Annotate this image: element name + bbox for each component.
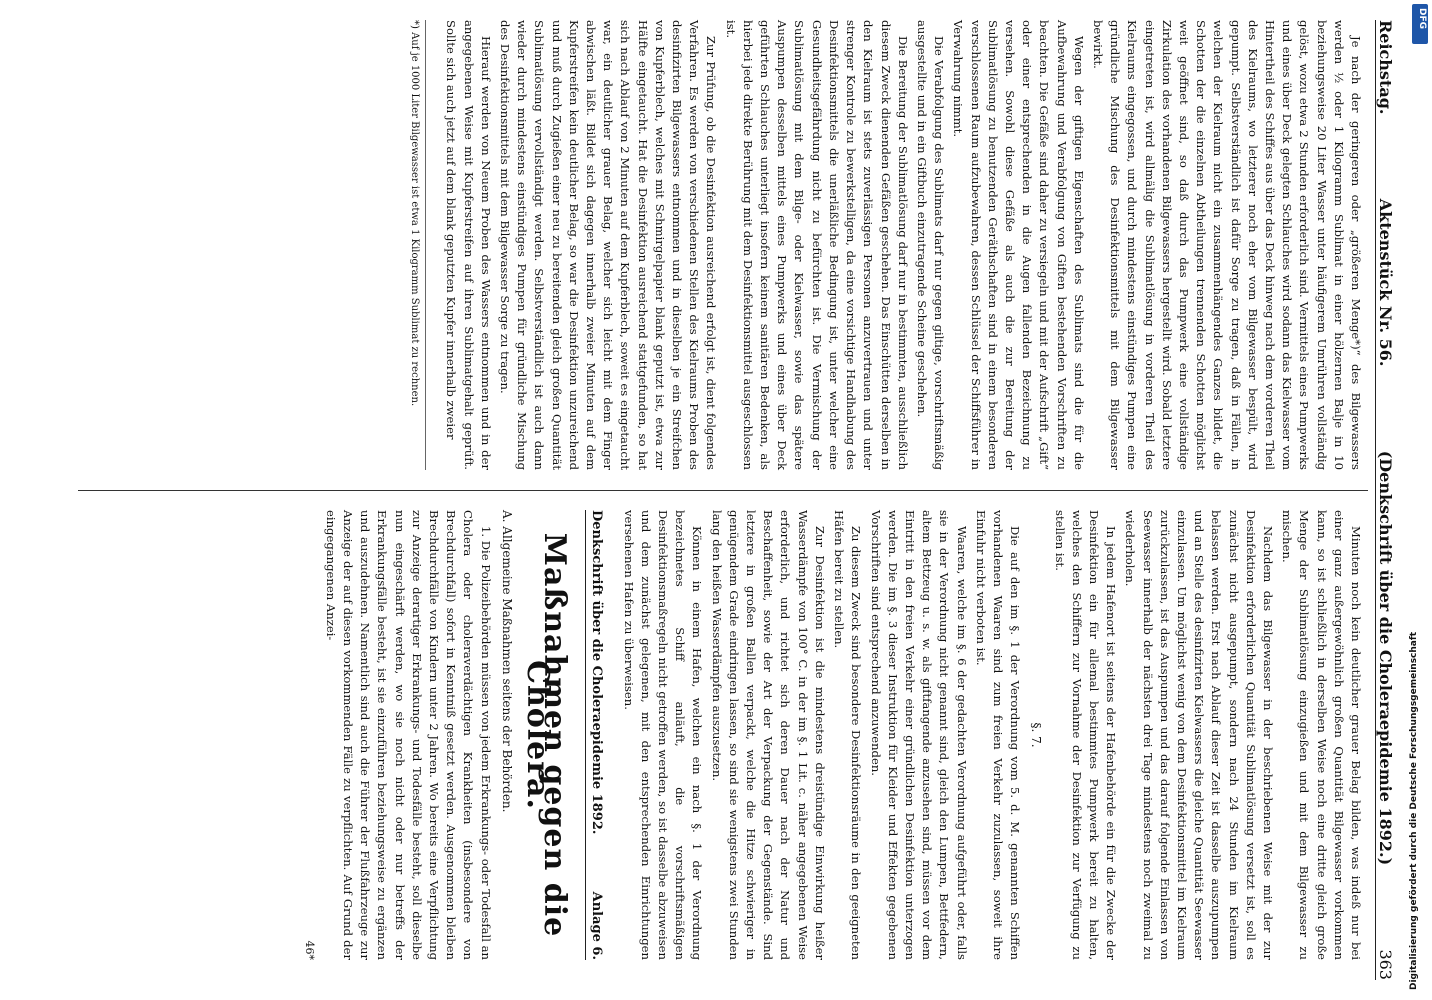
annex-section-a: A. Allgemeine Maßnahmen seitens der Behörden. [499,510,514,813]
dfg-logo [1412,4,1428,44]
annex-running-head: Denkschrift über die Choleraepidemie 1892. [589,510,605,835]
signature-mark: 46* [302,940,316,960]
left-paragraph-3: Die Verabfolgung des Sublimats darf nur gegen giltige, vorschriftsmäßig ausgestellte und in ein Giftbuch einzutragende Scheine geschehen. [914,20,947,470]
section-7-paragraph-2: Waaren, welche im §. 6 der gedachten Verordnung aufgeführt oder, falls sie in der Verordnung nicht genannt sind, gleich den Lumpen, Bettfedern, altem Bettzeug u. s. w. als giftfangende anzusehen sind, müssen vor dem Eintritt in den freien Verkehr einer gründlichen Desinfektion unterzogen werden. Die im §. 3 dieser Instruktion für Kleider und Effekten gegebenen Vorschriften sind entsprechend anzuwenden. [868,510,969,960]
left-paragraph-5: Zur Prüfung, ob die Desinfektion ausreichend erfolgt ist, dient folgendes Verfahren. Es werden von verschiedenen Stellen des Kielraums Proben des desinfizirten Bilgewassers entnommen und in dieselben je ein Streifchen von Kupferblech, welches mit Schmirgelpapier blank geputzt ist, etwa zur Hälfte eingetaucht. Hat die Desinfektion ausreichend stattgefunden, so hat sich nach Ablauf von 2 Minuten auf dem Kupferblech, soweit es eingetaucht war, ein deutlicher grauer Belag, welcher sich leicht mit dem Finger abwischen läßt. Bildet sich dagegen innerhalb zweier Minuten auf dem Kupferstreifen kein deutlicher Belag, so war die Desinfektion unzureichend und muß durch Zugießen einer neu zu bereitenden gleich großen Quantität Sublimatlösung vervollständigt werden. Selbstverständlich ist auch dann wieder durch mindestens einstündiges Pumpen für gründliche Mischung des Desinfektionsmittels mit dem Bilgewasser Sorge zu tragen. [498,20,719,470]
right-paragraph-3: In jedem Hafenort ist seitens der Hafenbehörde ein für die Zwecke der Desinfektion ein für allemal bestimmtes Pumpwerk bereit zu halten, welches den Schiffern zur Vornahme der Desinfektion zur Verfügung zu stellen ist. [1052,510,1119,960]
annex-header [585,510,605,960]
section-7-paragraph-4: Zur Desinfektion ist die mindestens dreistündige Einwirkung heißer Wasserdämpfe von 100° C. in der im §. 1 Lit. c. näher angegebenen Weise erforderlich, und richtet sich deren Dauer nach der Natur und Beschaffenheit, sowie der Art der Verpackung der Gegenstände. Sind letztere in großen Ballen verpackt, welche die Hitze schwieriger in genügendem Grade eindringen lassen, so sind sie wenigstens zwei Stunden lang den heißen Wasserdämpfen auszusetzen. [709,510,827,960]
section-7-title: §. 7. [1029,722,1044,748]
header-right-title: (Denkschrift über die Choleraepidemie 1892.) [1376,450,1395,866]
page-number: 363 [1376,949,1395,980]
header-left: Reichstag. [1376,20,1395,115]
dfg-logo-text: DFG [1417,8,1427,30]
left-paragraph-2: Wegen der giftigen Eigenschaften des Sublimats sind die für die Aufbewahrung und Verabfolgung von Giften bestehenden Vorschriften zu beachten. Die Gefäße sind daher zu versiegeln und mit der Aufschrift „Gift“ oder einer entsprechenden in die Augen fallenden Bezeichnung zu versehen. Sowohl diese Gefäße als auch die zur Bereitung der Sublimatlösung zu benutzenden Geräthschaften sind in einem besonderen verschlossenen Raum aufzubewahren, dessen Schlüssel der Schiffsführer in Verwahrung nimmt. [951,20,1086,470]
header-center: Aktenstück Nr. 56. [1376,198,1395,367]
left-column [407,20,1364,470]
left-paragraph-6: Hierauf werden von Neuem Proben des Wassers entnommen und in der angegebenen Weise mit Kupferstreifen auf ihren Sublimatgehalt geprüft. Sollte sich auch jetzt auf dem blank geputzten Kupfer innerhalb zweier [444,20,493,470]
left-paragraph-4: Die Bereitung der Sublimatlösung darf nur in bestimmten, ausschließlich diesem Zweck dienenden Gefäßen geschehen. Das Einschütten derselben in den Kielraum ist stets zuverlässigen Personen anzuvertrauen und unter strenger Kontrole zu bewerkstelligen, da eine vorsichtige Handhabung des Desinfektionsmittels die unerläßliche Bedingung ist, unter welcher eine Gesundheitsgefährdung nicht zu befürchten ist. Die Vermischung der Sublimatlösung mit dem Bilge- oder Kielwasser, sowie das spätere Auspumpen desselben mittels eines Pumpwerks und eines über Deck geführten Schlauches unterliegt insofern keinem sanitären Bedenken, als hierbei jede direkte Berührung mit dem Desinfektionsmittel ausgeschlossen ist. [723,20,910,470]
section-7-paragraph-5: Können in einem Hafen, welchen ein nach §. 1 der Verordnung bezeichnetes Schiff anläuft, die vorschriftsmäßigen Desinfektionsmaßregeln nicht getroffen werden, so ist dasselbe abzuweisen und dem zunächst gelegenen, mit den entsprechenden Einrichtungen versehenen Hafen zu überweisen. [621,510,705,960]
right-column [300,510,1364,960]
column-divider [78,490,1368,491]
dfg-credit: Digitalisierung gefördert durch die Deutsche Forschungsgemeinschaft [1409,631,1419,990]
footnote: *) Auf je 1000 Liter Bilgewasser ist etwa 1 Kilogramm Sublimat zu rechnen. [407,20,426,470]
annex-label: Anlage 6. [589,891,605,960]
right-paragraph-1: Minuten noch kein deutlicher grauer Belag bilden, was indeß nur bei einer ganz außergewöhnlich großen Quantität Bilgewasser vorkommen kann, so ist schließlich in derselben Weise noch eine dritte gleich große Menge der Sublimatlösung einzugießen und mit dem Bilgewasser zu mischen. [1280,510,1363,960]
annex-paragraph-1: 1. Die Polizeibehörden müssen von jedem Erkrankungs- oder Todesfall an Cholera oder choleraverdächtigen Krankheiten (insbesondere von Brechdurchfall) sofort in Kenntniß gesetzt werden. Ausgenommen bleiben Brechdurchfälle von Kindern unter 2 Jahren. Wo bereits eine Verpflichtung zur Anzeige derartiger Erkrankungs- und Todesfälle besteht, soll dieselbe nun eingeschärft werden, wo sie noch nicht oder nur betreffs der Erkrankungsfälle besteht, ist sie einzuführen beziehungsweise zu ergänzen und auszudehnen. Namentlich sind auch die Führer der Flußfahrzeuge zur Anzeige der auf diesen vorkommenden Fälle zu verpflichten. Auf Grund der eingegangenen Anzei- [323,510,493,960]
left-paragraph-1: Je nach der geringeren oder „größeren Menge*)“ des Bilgewassers werden ½ oder 1 Kilogramm Sublimat in einer hölzernen Balje in 10 beziehungsweise 20 Liter Wasser unter häufigerem Umrühren vollständig gelöst, wozu etwa 2 Stunden erforderlich sind. Vermittels eines Pumpwerks und eines über Deck gelegten Schlauches wird sodann das Kielwasser vom Hintertheil des Schiffes aus über das Deck hinweg nach dem vorderen Theil des Kielraums, wo letzterer noch eher vom Bilgewasser bespült, wird gepumpt. Selbstverständlich ist dafür Sorge zu tragen, daß in Fällen, in welchen der Kielraum nicht ein zusammenhängendes Ganzes bildet, die Schotten der die einzelnen Abtheilungen trennenden Schotten möglichst weit geöffnet sind, so daß durch das Pumpwerk eine vollständige Zirkulation des vorhandenen Bilgewassers hergestellt wird. Sobald letztere eingetreten ist, wird allmälig die Sublimatlösung in vorderen Theil des Kielraums eingegossen, und durch mindestens einstündiges Pumpen eine gründliche Mischung des Desinfektionsmittels mit dem Bilgewasser bewirkt. [1090,20,1363,470]
section-7-paragraph-1: Die auf den im §. 1 der Verordnung vom 5. d. M. genannten Schiffen vorhandenen Waaren sind zum freien Verkehr zuzulassen, soweit ihre Einfuhr nicht verboten ist. [973,510,1023,960]
right-paragraph-2: Nachdem das Bilgewasser in der beschriebenen Weise mit der zur Desinfektion erforderlichen Quantität Sublimatlösung versetzt ist, soll es zunächst nicht ausgepumpt, sondern nach 24 Stunden im Kielraum belassen werden. Erst nach Ablauf dieser Zeit ist dasselbe auszupumpen und an Stelle des desinfizirten Kielwassers die gleiche Quantität Seewasser einzulassen. Um möglichst wenig von dem Desinfektionsmittel im Kielraum zurückzulassen, ist das Auspumpen und das darauf folgende Einlassen von Seewasser innerhalb der nächsten drei Tage mindestens noch zweimal zu wiederholen. [1123,510,1275,960]
section-7-paragraph-3: Zu diesem Zweck sind besondere Desinfektionsräume in den geeigneten Häfen bereit zu stellen. [832,510,864,960]
annex-title: Maßnahmen gegen die Cholera. [520,532,573,938]
rotated-content [36,20,1416,980]
